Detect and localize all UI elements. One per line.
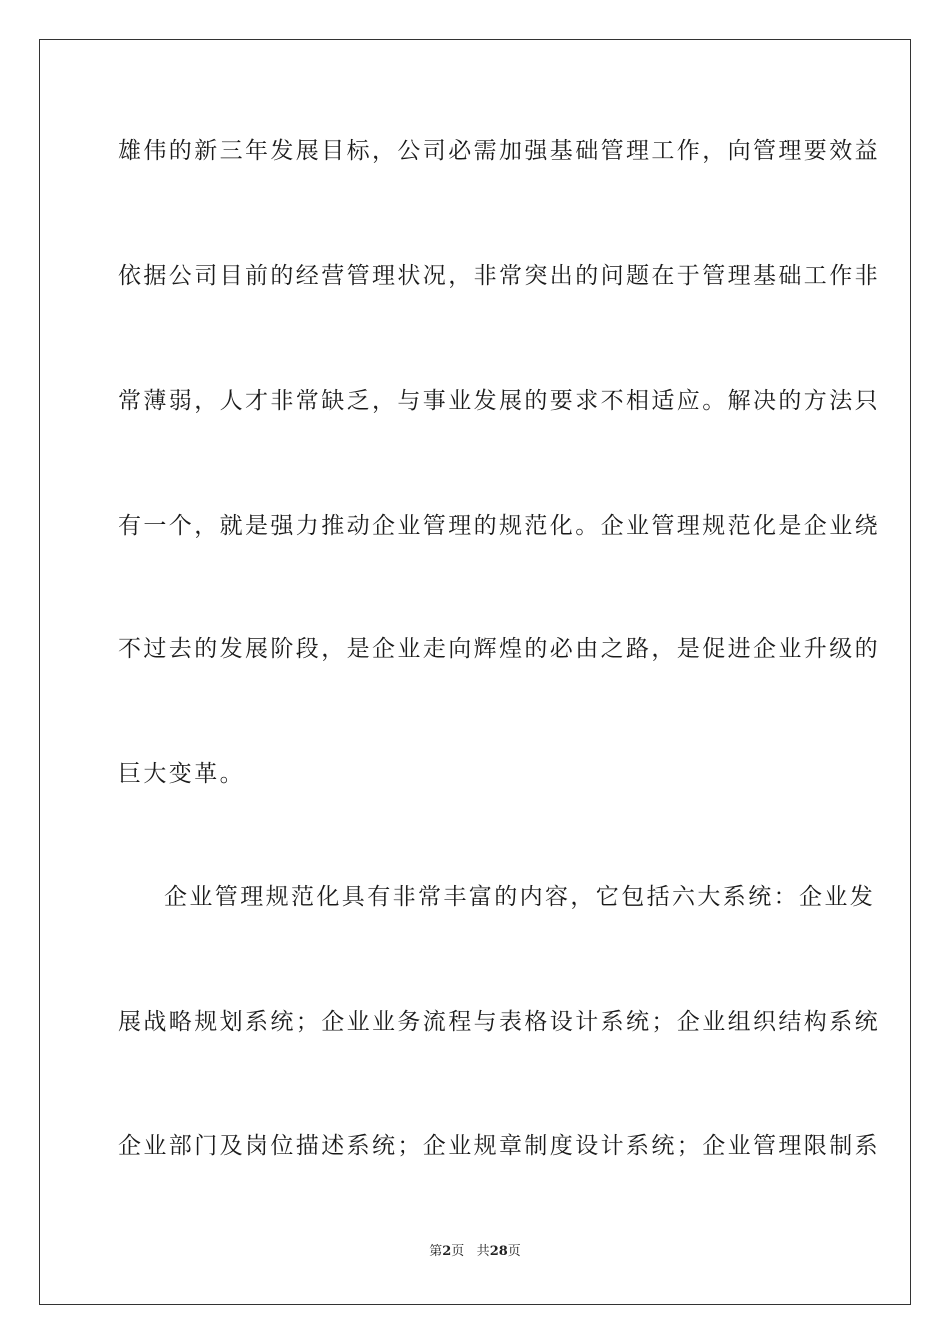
text-line-1: 雄伟的新三年发展目标，公司必需加强基础管理工作，向管理要效益 — [118, 138, 880, 164]
total-pages: 28 — [489, 1244, 508, 1259]
page-footer — [0, 1244, 950, 1260]
text-line-5: 不过去的发展阶段，是企业走向辉煌的必由之路，是促进企业升级的 — [118, 636, 880, 662]
text-line-7: 企业管理规范化具有非常丰富的内容，它包括六大系统：企业发 — [164, 884, 876, 910]
page-number: 2 — [442, 1244, 452, 1259]
page-border — [39, 39, 911, 1305]
text-line-2: 依据公司目前的经营管理状况，非常突出的问题在于管理基础工作非 — [118, 263, 880, 289]
page-suffix: 页 — [451, 1244, 465, 1259]
page-prefix: 第 — [429, 1244, 443, 1259]
total-suffix: 页 — [507, 1244, 521, 1259]
text-line-8: 展战略规划系统；企业业务流程与表格设计系统；企业组织结构系统 — [118, 1009, 880, 1035]
text-line-3: 常薄弱，人才非常缺乏，与事业发展的要求不相适应。解决的方法只 — [118, 388, 880, 414]
text-line-9: 企业部门及岗位描述系统；企业规章制度设计系统；企业管理限制系 — [118, 1133, 880, 1159]
text-line-4: 有一个，就是强力推动企业管理的规范化。企业管理规范化是企业绕 — [118, 513, 880, 539]
total-prefix: 共 — [476, 1244, 490, 1259]
text-line-6: 巨大变革。 — [118, 761, 245, 787]
